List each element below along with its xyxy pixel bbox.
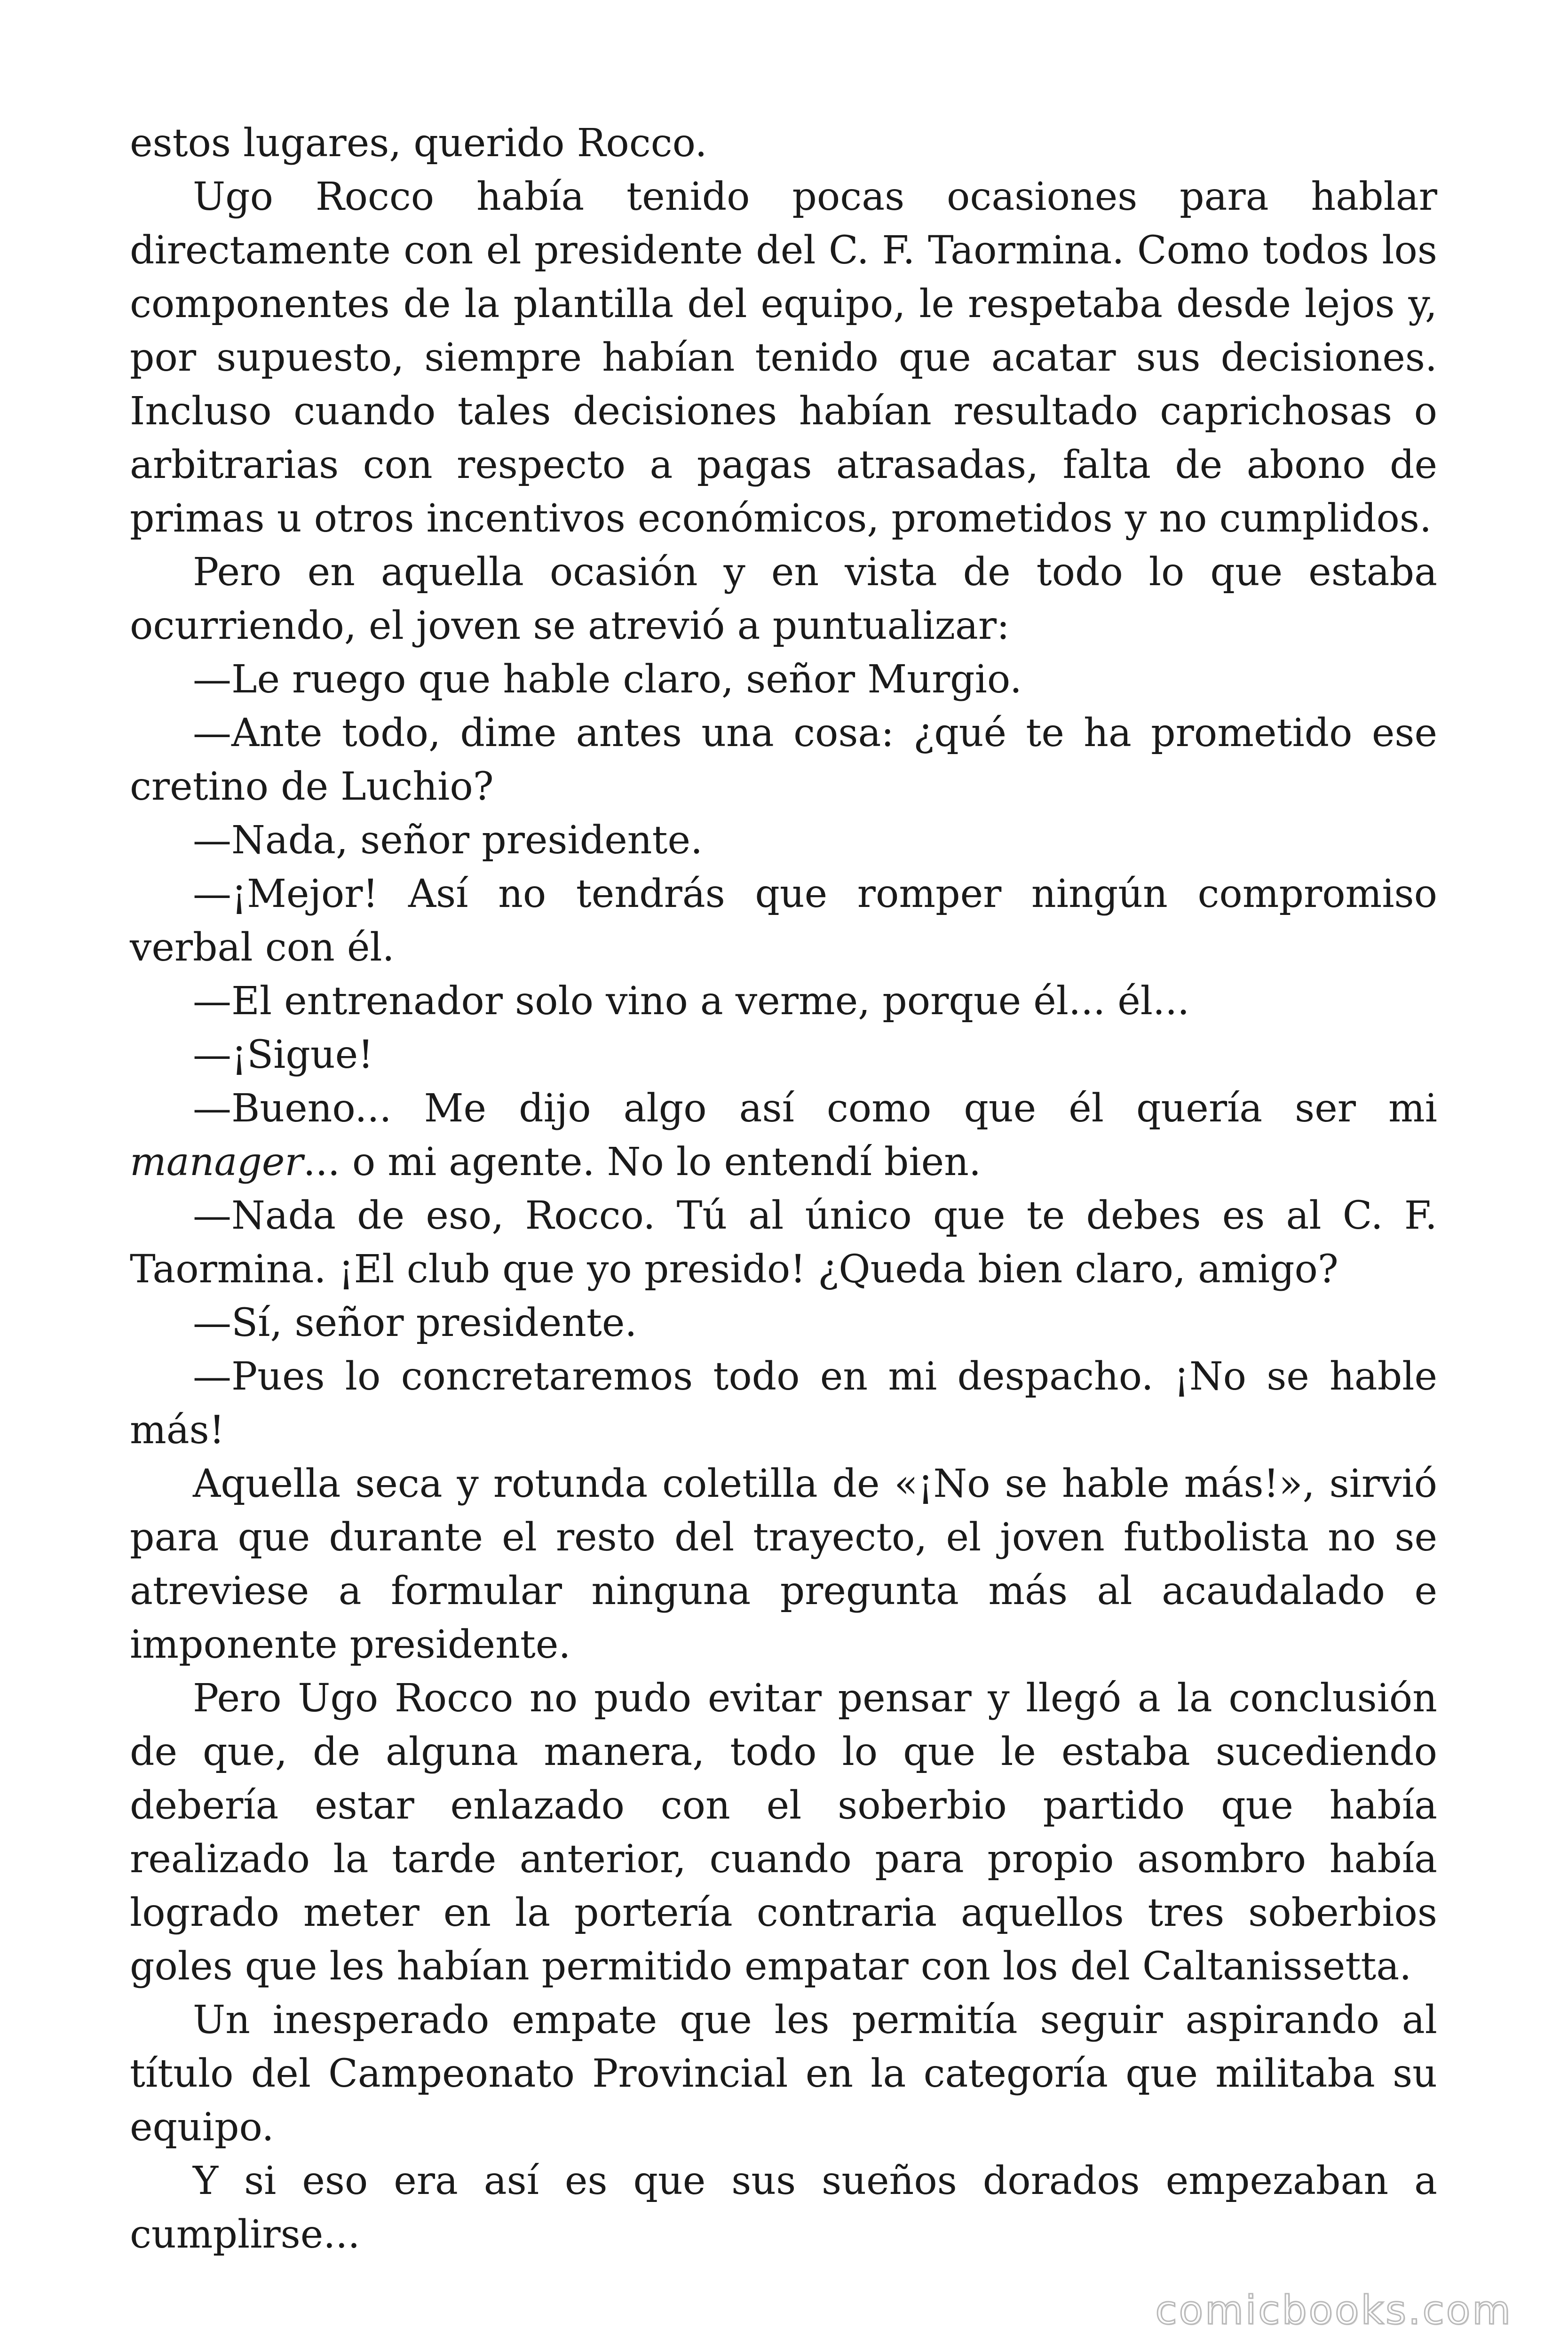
paragraph-5: Pero Ugo Rocco no pudo evitar pensar y llegó a la conclusión de que, de alguna manera, todo lo que le estaba sucediendo debería estar enlazado con el soberbio partido que había realizado la tarde anterior, cuando para propio asombro había logrado meter en la portería contraria aquellos tres soberbios goles que les habían permitido empatar con los del Caltanissetta. — [130, 1676, 1437, 1989]
dialogue-line-3: —Nada, señor presidente. — [193, 818, 703, 863]
paragraph-6: Un inesperado empate que les permitía seguir aspirando al título del Campeonato Provincial en la categoría que militaba su equipo. — [130, 1998, 1437, 2150]
dialogue-line-8: —Nada de eso, Rocco. Tú al único que te debes es al C. F. Taormina. ¡El club que yo presido! ¿Queda bien claro, amigo? — [130, 1193, 1437, 1292]
paragraph-2: Ugo Rocco había tenido pocas ocasiones para hablar directamente con el presidente del C. F. Taormina. Como todos los componentes de la plantilla del equipo, le respetaba desde lejos y, por supuesto, siempre habían tenido que acatar sus decisiones. Incluso cuando tales decisiones habían resultado caprichosas o arbitrarias con respecto a pagas atrasadas, falta de abono de primas u otros incentivos económicos, prometidos y no cumplidos. — [130, 175, 1437, 541]
paragraph-3: Pero en aquella ocasión y en vista de todo lo que estaba ocurriendo, el joven se atrevió a puntualizar: — [130, 550, 1437, 648]
body-text — [130, 117, 1437, 2262]
paragraph-4: Aquella seca y rotunda coletilla de «¡No se hable más!», sirvió para que durante el resto del trayecto, el joven futbolista no se atreviese a formular ninguna pregunta más al acaudalado e imponente presidente. — [130, 1462, 1437, 1667]
paragraph-1: estos lugares, querido Rocco. — [130, 121, 707, 166]
dialogue-line-7-end: ... o mi agente. No lo entendí bien. — [303, 1140, 982, 1184]
dialogue-line-4: —¡Mejor! Así no tendrás que romper ningún compromiso verbal con él. — [130, 872, 1437, 970]
dialogue-line-7-start: —Bueno... Me dijo algo así como que él quería ser mi — [193, 1086, 1437, 1131]
dialogue-line-5: —El entrenador solo vino a verme, porque él... él... — [193, 979, 1190, 1024]
watermark: comicbooks.com — [1155, 2287, 1513, 2333]
dialogue-line-1: —Le ruego que hable claro, señor Murgio. — [193, 657, 1022, 702]
dialogue-line-2: —Ante todo, dime antes una cosa: ¿qué te ha prometido ese cretino de Luchio? — [130, 711, 1437, 809]
dialogue-line-9: —Sí, señor presidente. — [193, 1301, 637, 1345]
paragraph-7: Y si eso era así es que sus sueños dorados empezaban a cumplirse... — [130, 2159, 1437, 2257]
dialogue-line-7 — [130, 1082, 1437, 1189]
dialogue-line-10: —Pues lo concretaremos todo en mi despacho. ¡No se hable más! — [130, 1354, 1437, 1453]
dialogue-line-6: —¡Sigue! — [193, 1033, 374, 1077]
italic-word: manager — [130, 1140, 303, 1184]
